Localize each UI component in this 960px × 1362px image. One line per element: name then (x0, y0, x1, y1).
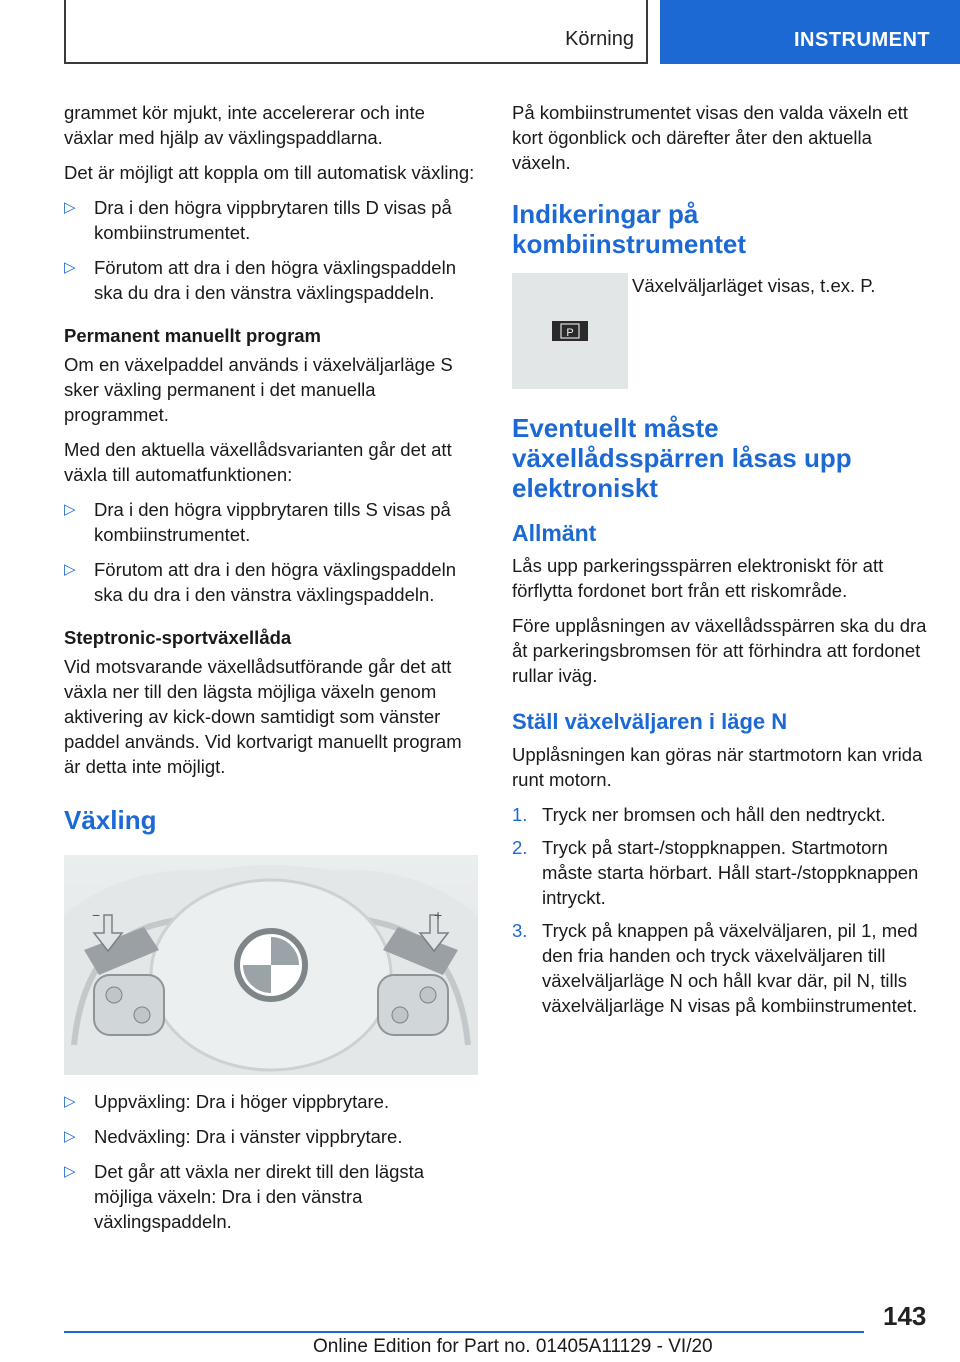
paragraph: grammet kör mjukt, inte accelererar och inte växlar med hjälp av växlingspaddlarna. (64, 102, 425, 148)
list-item: 1. Tryck ner bromsen och håll den nedtryckt. (512, 804, 886, 825)
header-section-label: Körning (565, 28, 634, 50)
paragraph: Med den aktuella växellådsvarianten går det att växla till automatfunktionen: (64, 439, 452, 485)
paragraph: Upplåsningen kan göras när startmotorn kan vrida runt motorn. (512, 744, 923, 790)
gear-indicator-illustration (512, 273, 628, 389)
step-number: 2. (512, 837, 528, 858)
gear-p-display-icon (512, 273, 628, 389)
subheading: Permanent manuellt program (64, 325, 322, 346)
triangle-bullet-icon: ▷ (64, 1128, 76, 1145)
footer-divider (64, 1331, 864, 1333)
triangle-bullet-icon: ▷ (64, 1163, 76, 1180)
list-item: ▷ Förutom att dra i den högra växlingspaddeln ska du dra i den vänstra växlingspaddeln. (64, 257, 456, 303)
triangle-bullet-icon: ▷ (64, 199, 76, 216)
triangle-bullet-icon: ▷ (64, 259, 76, 276)
gear-indicator-letter: P (566, 327, 574, 339)
header-chapter-label: INSTRUMENT (794, 29, 931, 51)
step-number: 3. (512, 920, 528, 941)
paddle-minus-label: − (92, 907, 101, 923)
steering-wheel-icon (64, 855, 478, 1075)
header-chapter-tab (660, 0, 960, 64)
triangle-bullet-icon: ▷ (64, 561, 76, 578)
bullet-list (64, 497, 478, 607)
list-item: ▷ Dra i den högra vippbrytaren tills S visas på kombiinstrumentet. (64, 499, 451, 545)
paragraph: Lås upp parkeringsspärren elektroniskt för att förflytta fordonet bort från ett riskområde. (512, 555, 884, 601)
section-heading-eventuellt: Eventuellt måste växellådsspärren låsas upp elektroniskt (512, 413, 852, 503)
paragraph: Det är möjligt att koppla om till automatisk växling: (64, 162, 475, 183)
paragraph: Om en växelpaddel används i växelväljarläge S sker växling permanent i det manuella programmet. (64, 354, 453, 425)
right-column (512, 100, 928, 1026)
footer-edition: Online Edition for Part no. 01405A11129 - VI/20 (313, 1336, 713, 1357)
paragraph: Före upplåsningen av växellådsspärren ska du dra åt parkeringsbromsen för att förhindra att fordonet rullar iväg. (512, 615, 927, 686)
numbered-steps (512, 802, 928, 1018)
list-item: ▷ Förutom att dra i den högra växlingspaddeln ska du dra i den vänstra växlingspaddeln. (64, 559, 456, 605)
triangle-bullet-icon: ▷ (64, 1093, 76, 1110)
list-item: 3. Tryck på knappen på växelväljaren, pil 1, med den fria handen och tryck växelväljaren till växelväljarläge N och håll kvar där, pil N, tills växelväljarläge N visas på kombiinstrumentet. (512, 920, 918, 1016)
bullet-list (64, 1089, 478, 1234)
paddle-plus-label: + (434, 907, 443, 923)
list-item: ▷ Nedväxling: Dra i vänster vippbrytare. (64, 1126, 403, 1147)
bullet-list (64, 195, 478, 305)
header-section-tab (64, 0, 648, 64)
left-column (64, 100, 478, 1244)
triangle-bullet-icon: ▷ (64, 501, 76, 518)
list-item: ▷ Uppväxling: Dra i höger vippbrytare. (64, 1091, 390, 1112)
steering-wheel-illustration (64, 855, 478, 1075)
page-number: 143 (883, 1301, 927, 1331)
subsection-heading-stall: Ställ växelväljaren i läge N (512, 709, 788, 734)
indicator-description: Växelväljarläget visas, t.ex. P. (632, 275, 876, 296)
subheading: Steptronic-sportväxellåda (64, 627, 292, 648)
step-number: 1. (512, 804, 528, 825)
section-heading-indikeringar: Indikeringar på kombiinstrumentet (512, 199, 747, 259)
paragraph: På kombiinstrumentet visas den valda växeln ett kort ögonblick och därefter åter den aktuella växeln. (512, 102, 908, 173)
gear-indicator-block (512, 273, 928, 389)
subsection-heading-allmant: Allmänt (512, 520, 597, 546)
list-item: 2. Tryck på start-/stoppknappen. Startmotorn måste starta hörbart. Håll start-/stoppknappen intryckt. (512, 837, 919, 908)
list-item: ▷ Det går att växla ner direkt till den lägsta möjliga växeln: Dra i den vänstra växlingspaddeln. (64, 1161, 425, 1232)
section-heading-vaxling: Växling (64, 805, 157, 835)
list-item: ▷ Dra i den högra vippbrytaren tills D visas på kombiinstrumentet. (64, 197, 452, 243)
paragraph: Vid motsvarande växellådsutförande går det att växla ner till den lägsta möjliga växeln genom aktivering av kick-down samtidigt som vänster paddel används. Vid kortvarigt manuellt program är detta inte möjligt. (64, 656, 462, 777)
